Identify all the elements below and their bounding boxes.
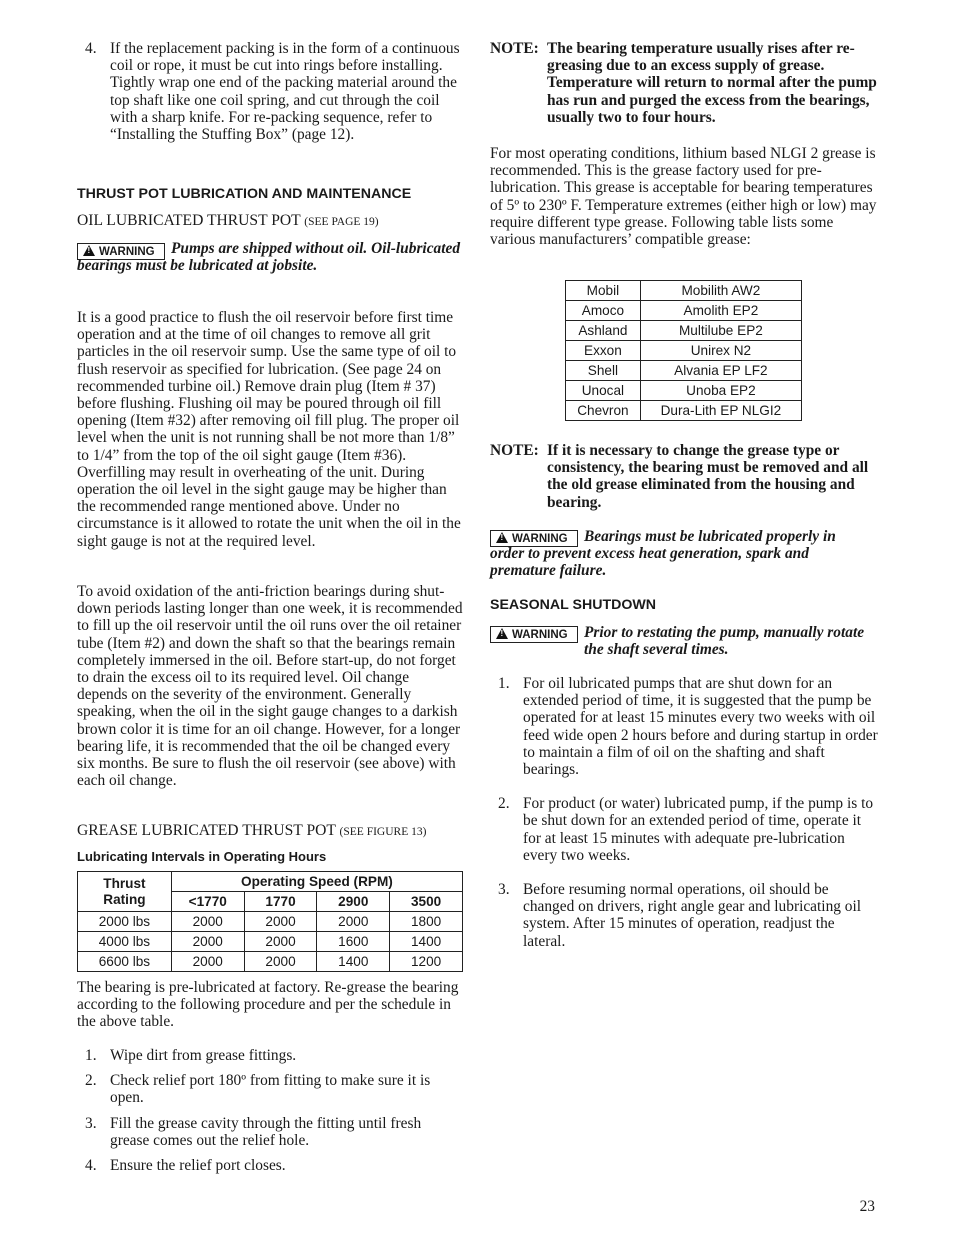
packing-step-4 xyxy=(77,40,463,143)
step-text: Wipe dirt from grease fittings. xyxy=(110,1047,297,1064)
step-text: For oil lubricated pumps that are shut down for an extended period of time, it is suggested that the pump be operated for at least 15 minutes every two weeks with oil feed wide open 2 hours before and during startup in order to maintain a film of oil on the shafting and shaft bearings. xyxy=(523,675,878,779)
speed-col: <1770 xyxy=(171,892,244,912)
hours-cell: 1400 xyxy=(390,932,463,952)
hours-cell: 2000 xyxy=(244,912,317,932)
manufacturer-cell: Shell xyxy=(566,361,641,381)
warning-rotate-text: Prior to restating the pump, manually rotate the shaft several times. xyxy=(584,624,865,659)
warning-label: WARNING xyxy=(512,629,568,641)
step-text: If the replacement packing is in the form of a continuous coil or rope, it must be cut into rings before installing. Tightly wrap one end of the packing material around the top shaft like one coil spring, and cut through the coil with a sharp knife. For re-packing sequence, refer to “Installing the Stuffing Box” (page 12). xyxy=(110,40,460,144)
subheading-oil-text: OIL LUBRICATED THRUST POT xyxy=(77,212,301,229)
grease-cell: Dura-Lith EP NLGI2 xyxy=(640,401,801,421)
grease-cell: Amolith EP2 xyxy=(640,301,801,321)
manufacturer-cell: Chevron xyxy=(566,401,641,421)
warning-oil-shipping xyxy=(77,240,463,274)
step-number: 2. xyxy=(85,1072,97,1090)
subheading-grease-text: GREASE LUBRICATED THRUST POT xyxy=(77,822,336,839)
note-grease-change: If it is necessary to change the grease type or consistency, the bearing must be removed and all the old grease eliminated from the housing and bearing. xyxy=(547,442,869,511)
subheading-grease-lubricated xyxy=(77,822,426,840)
warning-oil-text: Pumps are shipped without oil. Oil-lubricated bearings must be lubricated at jobsite. xyxy=(77,240,461,275)
hours-cell: 2000 xyxy=(171,952,244,972)
grease-cell: Unirex N2 xyxy=(640,341,801,361)
speed-col: 2900 xyxy=(317,892,390,912)
step-number: 4. xyxy=(85,40,97,57)
step-number: 3. xyxy=(498,881,510,899)
table-row xyxy=(566,341,802,361)
seasonal-shutdown-steps xyxy=(490,675,878,950)
table-row xyxy=(78,952,463,972)
warning-bearing-lubrication xyxy=(490,528,870,580)
compatible-grease-table xyxy=(565,280,802,421)
step-number: 1. xyxy=(85,1047,97,1064)
table-row xyxy=(566,381,802,401)
thrust-rating-header: Thrust Rating xyxy=(78,872,172,912)
regrease-steps xyxy=(77,1047,463,1174)
table-row xyxy=(566,301,802,321)
hours-cell: 2000 xyxy=(317,912,390,932)
step-text: Before resuming normal operations, oil should be changed on drivers, right angle gear and lubricating oil system. After 15 minutes of operation, readjust the lateral. xyxy=(523,881,862,950)
subheading-oil-ref: (SEE PAGE 19) xyxy=(304,216,379,228)
manufacturer-cell: Amoco xyxy=(566,301,641,321)
warning-badge xyxy=(490,626,578,643)
table-row xyxy=(566,401,802,421)
subheading-oil-lubricated xyxy=(77,212,379,230)
oxidation-paragraph: To avoid oxidation of the anti-friction bearings during shut-down periods lasting longer than one week, it is recommended to fill up the oil reservoir until the oil runs over the oil retainer tube (Item #2) and down the shaft so that the bearings remain completely immersed in the oil. Before start-up, do not forget to drain the excess oil to its required level. Oil change depends on the severity of the environment. Generally speaking, when the oil in the sight gauge changes to a darkish brown color it is time for an oil change. However, for a longer bearing life, it is recommended that the oil be changed every six months. Be sure to flush the oil reservoir (see above) with each oil change. xyxy=(77,583,463,790)
rating-cell: 2000 lbs xyxy=(78,912,172,932)
table-row xyxy=(566,361,802,381)
warning-rotate-shaft xyxy=(584,624,874,658)
step-number: 3. xyxy=(85,1114,97,1132)
hours-cell: 1400 xyxy=(317,952,390,972)
speed-col: 1770 xyxy=(244,892,317,912)
step-number: 1. xyxy=(498,675,510,692)
hours-cell: 1600 xyxy=(317,932,390,952)
rating-cell: 4000 lbs xyxy=(78,932,172,952)
note-label: NOTE: xyxy=(490,40,539,57)
table-row xyxy=(566,321,802,341)
note-bearing-temperature: The bearing temperature usually rises after re-greasing due to an excess supply of grease. Temperature will return to normal after the pump has run and purged the excess from the bearings, usually two to four hours. xyxy=(547,40,877,126)
prelubricated-paragraph: The bearing is pre-lubricated at factory. Re-grease the bearing according to the following procedure and per the schedule in the above table. xyxy=(77,979,459,1031)
table-row xyxy=(78,912,463,932)
warning-label: WARNING xyxy=(99,246,155,258)
grease-cell: Mobilith AW2 xyxy=(640,281,801,301)
step-text: Fill the grease cavity through the fitting until fresh grease comes out the relief hole. xyxy=(110,1114,422,1149)
note-label: NOTE: xyxy=(490,442,539,459)
rating-cell: 6600 lbs xyxy=(78,952,172,972)
step-text: Check relief port 180º from fitting to make sure it is open. xyxy=(110,1072,431,1107)
grease-cell: Alvania EP LF2 xyxy=(640,361,801,381)
manufacturer-cell: Mobil xyxy=(566,281,641,301)
manufacturer-cell: Ashland xyxy=(566,321,641,341)
section-heading-seasonal-shutdown: SEASONAL SHUTDOWN xyxy=(490,597,657,613)
section-heading-thrust-pot: THRUST POT LUBRICATION AND MAINTENANCE xyxy=(77,186,412,202)
operating-speed-header: Operating Speed (RPM) xyxy=(171,872,462,892)
speed-col: 3500 xyxy=(390,892,463,912)
hours-cell: 2000 xyxy=(171,912,244,932)
lubrication-interval-table xyxy=(77,871,463,972)
step-text: Ensure the relief port closes. xyxy=(110,1157,286,1175)
table-row xyxy=(78,932,463,952)
grease-cell: Multilube EP2 xyxy=(640,321,801,341)
hours-cell: 2000 xyxy=(244,932,317,952)
hours-cell: 1200 xyxy=(390,952,463,972)
grease-recommendation-paragraph: For most operating conditions, lithium based NLGI 2 grease is recommended. This is the grease factory used for pre-lubrication. This grease is acceptable for bearing temperatures of 5º to 230º F. Temperature extremes (either high or low) may require different type grease. Following table lists some various manufacturers’ compatible grease: xyxy=(490,145,877,249)
warning-triangle-icon xyxy=(496,628,508,639)
warning-label: WARNING xyxy=(512,533,568,545)
table-caption: Lubricating Intervals in Operating Hours xyxy=(77,849,327,864)
page-number: 23 xyxy=(859,1198,875,1215)
hours-cell: 1800 xyxy=(390,912,463,932)
subheading-grease-ref: (SEE FIGURE 13) xyxy=(339,826,427,838)
flush-paragraph: It is a good practice to flush the oil reservoir before first time operation and at the time of oil changes to remove all grit particles in the oil reservoir sump. Use the same type of oil to flush reservoir as specified for lubrication. (See page 24 on recommended turbine oil.) Remove drain plug (Item # 37) before flushing. Flushing oil may be poured through oil fill opening (Item #32) after removing oil fill plug. The proper oil level when the unit is not running shall be not more than 1/8” to 1/4” from the top of the oil sight gauge (Item #36). Overfilling may result in overheating of the unit. During operation the oil level in the sight gauge may be higher than the recommended range mentioned above. Under no circumstance is it allowed to rotate the unit when the oil in the sight gauge is not at the required level. xyxy=(77,309,461,550)
grease-cell: Unoba EP2 xyxy=(640,381,801,401)
table-row xyxy=(566,281,802,301)
manufacturer-cell: Unocal xyxy=(566,381,641,401)
hours-cell: 2000 xyxy=(171,932,244,952)
step-number: 4. xyxy=(85,1157,97,1175)
warning-bearing-text: Bearings must be lubricated properly in order to prevent excess heat generation, spark and premature failure. xyxy=(490,528,836,580)
step-number: 2. xyxy=(498,795,510,813)
manufacturer-cell: Exxon xyxy=(566,341,641,361)
step-text: For product (or water) lubricated pump, if the pump is to be shut down for an extended period of time, operate it for at least 15 minutes with adequate pre-lubrication every two weeks. xyxy=(523,795,874,864)
hours-cell: 2000 xyxy=(244,952,317,972)
